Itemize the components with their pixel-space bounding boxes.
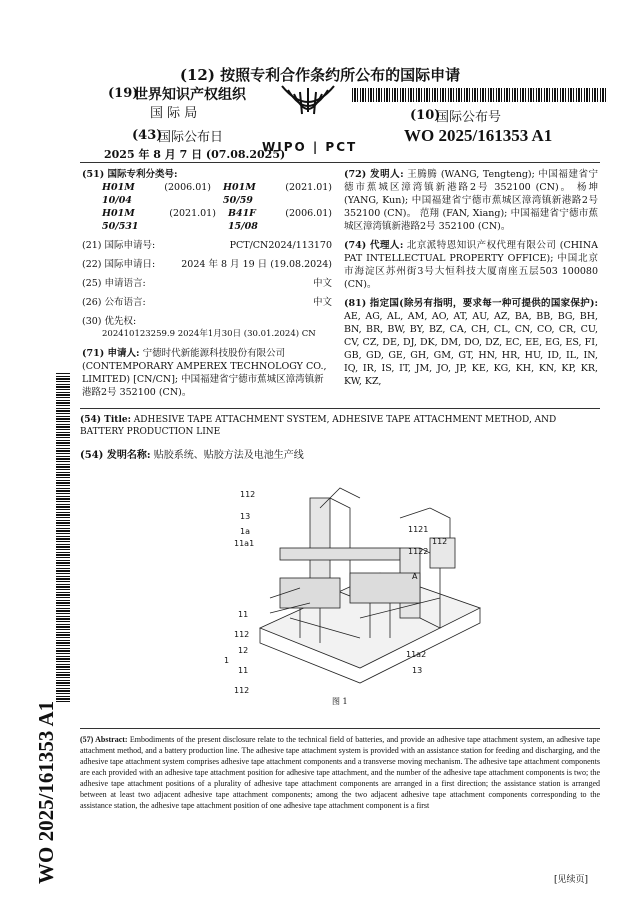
- lang-label: (25) 申请语言:: [82, 278, 146, 289]
- figure-label: 112: [234, 686, 250, 695]
- lang-row: [82, 277, 332, 290]
- states-label: (81) 指定国(除另有指明，要求每一种可提供的国家保护):: [344, 298, 598, 309]
- barcode-side: [56, 372, 70, 702]
- pubno-value: WO 2025/161353 A1: [404, 126, 553, 145]
- figure-label: 11: [238, 666, 249, 675]
- figure-label: 1: [224, 656, 230, 665]
- pubdate-label: 国际公布日: [158, 130, 224, 145]
- pubno-label: 国际公布号: [436, 110, 502, 125]
- ipc-code: H01M 50/59: [223, 182, 256, 206]
- figure-label: 12: [238, 646, 249, 655]
- ipc-code: B41F 15/08: [227, 208, 258, 232]
- pubno-code: (10): [410, 108, 441, 123]
- figure-label: 11a1: [234, 539, 255, 548]
- continued-note: [见续页]: [554, 875, 589, 885]
- figure-label: 1121: [408, 525, 429, 534]
- abstract-text: Embodiments of the present disclosure relate to the technical field of batteries, and provide an adhesive tape attachment system, an adhesive tape attachment method, and a battery production line. The adhesive tape attachment system is provided with an assistance station for feeding and discharging, and the adhesive tape attachment system comprises adhesive tape attachment components and a transverse moving mechanism. The adhesive tape attachment components are each provided with an adhesive tape attachment position for adhesive tape attachment, and the number of the adhesive tape attachment components is two; the adhesive tape attachment positions of a plurality of adhesive tape attachment components are arranged in a first direction; the assistance station is arranged between at least two adjacent adhesive tape attachment components; among the two adjacent adhesive tape attachment components corresponding to the assistance station, the adhesive tape attachment position of one adhesive tape attachment component is a first: [80, 735, 601, 810]
- org-bureau: 国 际 局: [150, 106, 198, 121]
- pub-lang-label: (26) 公布语言:: [82, 297, 146, 308]
- figure-label: 112: [240, 490, 256, 499]
- barcode-top: [352, 88, 606, 102]
- ipc-version: (2006.01): [164, 182, 211, 193]
- agent-label: (74) 代理人:: [344, 240, 404, 251]
- left-column: [82, 168, 332, 399]
- app-date-label: (22) 国际申请日:: [82, 259, 156, 270]
- ipc-code: H01M 10/04: [102, 182, 135, 206]
- title-zh-label: (54) 发明名称:: [80, 450, 151, 461]
- wipo-logo: [262, 78, 354, 140]
- states-value: AE, AG, AL, AM, AO, AT, AU, AZ, BA, BB, BG, BH, BN, BR, BW, BY, BZ, CA, CH, CL, CN, CO, CR, CU, CV, CZ, DE, DJ, DK, DM, DO, DZ, EC, EE, EG, ES, FI, GB, GD, GE, GH, GM, GT, HN, HR, HU, ID, IL, IN, IQ, IR, IS, IT, JM, JO, JP, KE, KG, KH, KN, KP, KR, KW, KZ,: [344, 311, 598, 387]
- agent-block: [344, 239, 598, 291]
- title-zh-value: 贴胶系统、贴胶方法及电池生产线: [153, 450, 304, 461]
- inventor-value: 王腾腾 (WANG, Tengteng); 中国福建省宁德市蕉城区漳湾镇新港路2号 352100 (CN)。 杨坤 (YANG, Kun); 中国福建省宁德市蕉城区漳湾镇新港路2号 352100 (CN)。 范翔 (FAN, Xiang); 中国福建省宁德市蕉城区漳湾镇新港路2号 352100 (CN)。: [344, 169, 599, 232]
- patent-figure: [200, 478, 500, 698]
- priority-label: (30) 优先权:: [82, 316, 137, 327]
- figure-label: 13: [240, 512, 251, 521]
- document-title: (12) 按照专利合作条约所公布的国际申请: [179, 66, 461, 84]
- agent-value: 北京派特恩知识产权代理有限公司 (CHINA PAT INTELLECTUAL PROPERTY OFFICE); 中国北京市海淀区苏州街3号大恒科技大厦南座五层503 100080 (CN)。: [344, 240, 598, 290]
- priority-value: 202410123259.9 2024年1月30日 (30.01.2024) CN: [102, 329, 316, 339]
- wipo-pct-text: WIPO | PCT: [262, 140, 358, 154]
- figure-label: 11a2: [406, 650, 427, 659]
- ipc-version: (2006.01): [285, 208, 332, 219]
- pubdate-value: 2025 年 8 月 7 日 (07.08.2025): [104, 148, 286, 161]
- ipc-code: H01M 50/531: [102, 208, 139, 232]
- ipc-version: (2021.01): [285, 182, 332, 193]
- states-block: [344, 297, 598, 388]
- lang-value: 中文: [312, 278, 332, 289]
- title-en-value: ADHESIVE TAPE ATTACHMENT SYSTEM, ADHESIVE TAPE ATTACHMENT METHOD, AND BATTERY PRODUCTION LINE: [80, 415, 557, 437]
- pub-lang-value: 中文: [312, 297, 332, 308]
- abstract: [80, 734, 600, 811]
- figure-label: 112: [234, 630, 250, 639]
- app-date-value: 2024 年 8 月 19 日 (19.08.2024): [181, 259, 332, 270]
- ipc-row-2: [82, 207, 332, 233]
- app-date-row: [82, 258, 332, 271]
- ipc-version: (2021.01): [169, 208, 216, 219]
- figure-caption: 图 1: [332, 697, 348, 706]
- inventor-block: [344, 168, 598, 233]
- app-no-label: (21) 国际申请号:: [82, 240, 156, 251]
- org-name: 世界知识产权组织: [134, 87, 246, 103]
- vertical-pub-number: WO 2025/161353 A1: [34, 700, 58, 884]
- title-zh: [80, 446, 304, 461]
- applicant-value: 宁德时代新能源科技股份有限公司 (CONTEMPORARY AMPEREX TECHNOLOGY CO., LIMITED) [CN/CN]; 中国福建省宁德市蕉城区漳湾镇新港路2号 352100 (CN)。: [82, 348, 327, 398]
- app-no-row: [82, 239, 332, 252]
- ipc-label: (51) 国际专利分类号:: [82, 169, 178, 180]
- figure-label: 1122: [408, 547, 429, 556]
- ipc-row-1: [82, 181, 332, 207]
- figure-label: 13: [412, 666, 423, 675]
- pubdate-code: (43): [132, 128, 163, 143]
- divider: [80, 408, 600, 409]
- title-en-label: (54) Title:: [80, 415, 131, 425]
- inventor-label: (72) 发明人:: [344, 169, 404, 180]
- app-no-value: PCT/CN2024/113170: [229, 240, 332, 251]
- divider: [80, 162, 600, 163]
- applicant-label: (71) 申请人:: [82, 348, 140, 359]
- pub-lang-row: [82, 296, 332, 309]
- figure-label: 112: [432, 537, 448, 546]
- right-column: [344, 168, 598, 388]
- figure-label: 1a: [240, 527, 250, 536]
- org-code: (19): [108, 86, 139, 101]
- abstract-label: (57) Abstract:: [80, 735, 128, 744]
- divider: [80, 728, 600, 729]
- title-en: [80, 414, 600, 438]
- figure-label: 11: [238, 610, 249, 619]
- figure-label: A: [412, 572, 418, 581]
